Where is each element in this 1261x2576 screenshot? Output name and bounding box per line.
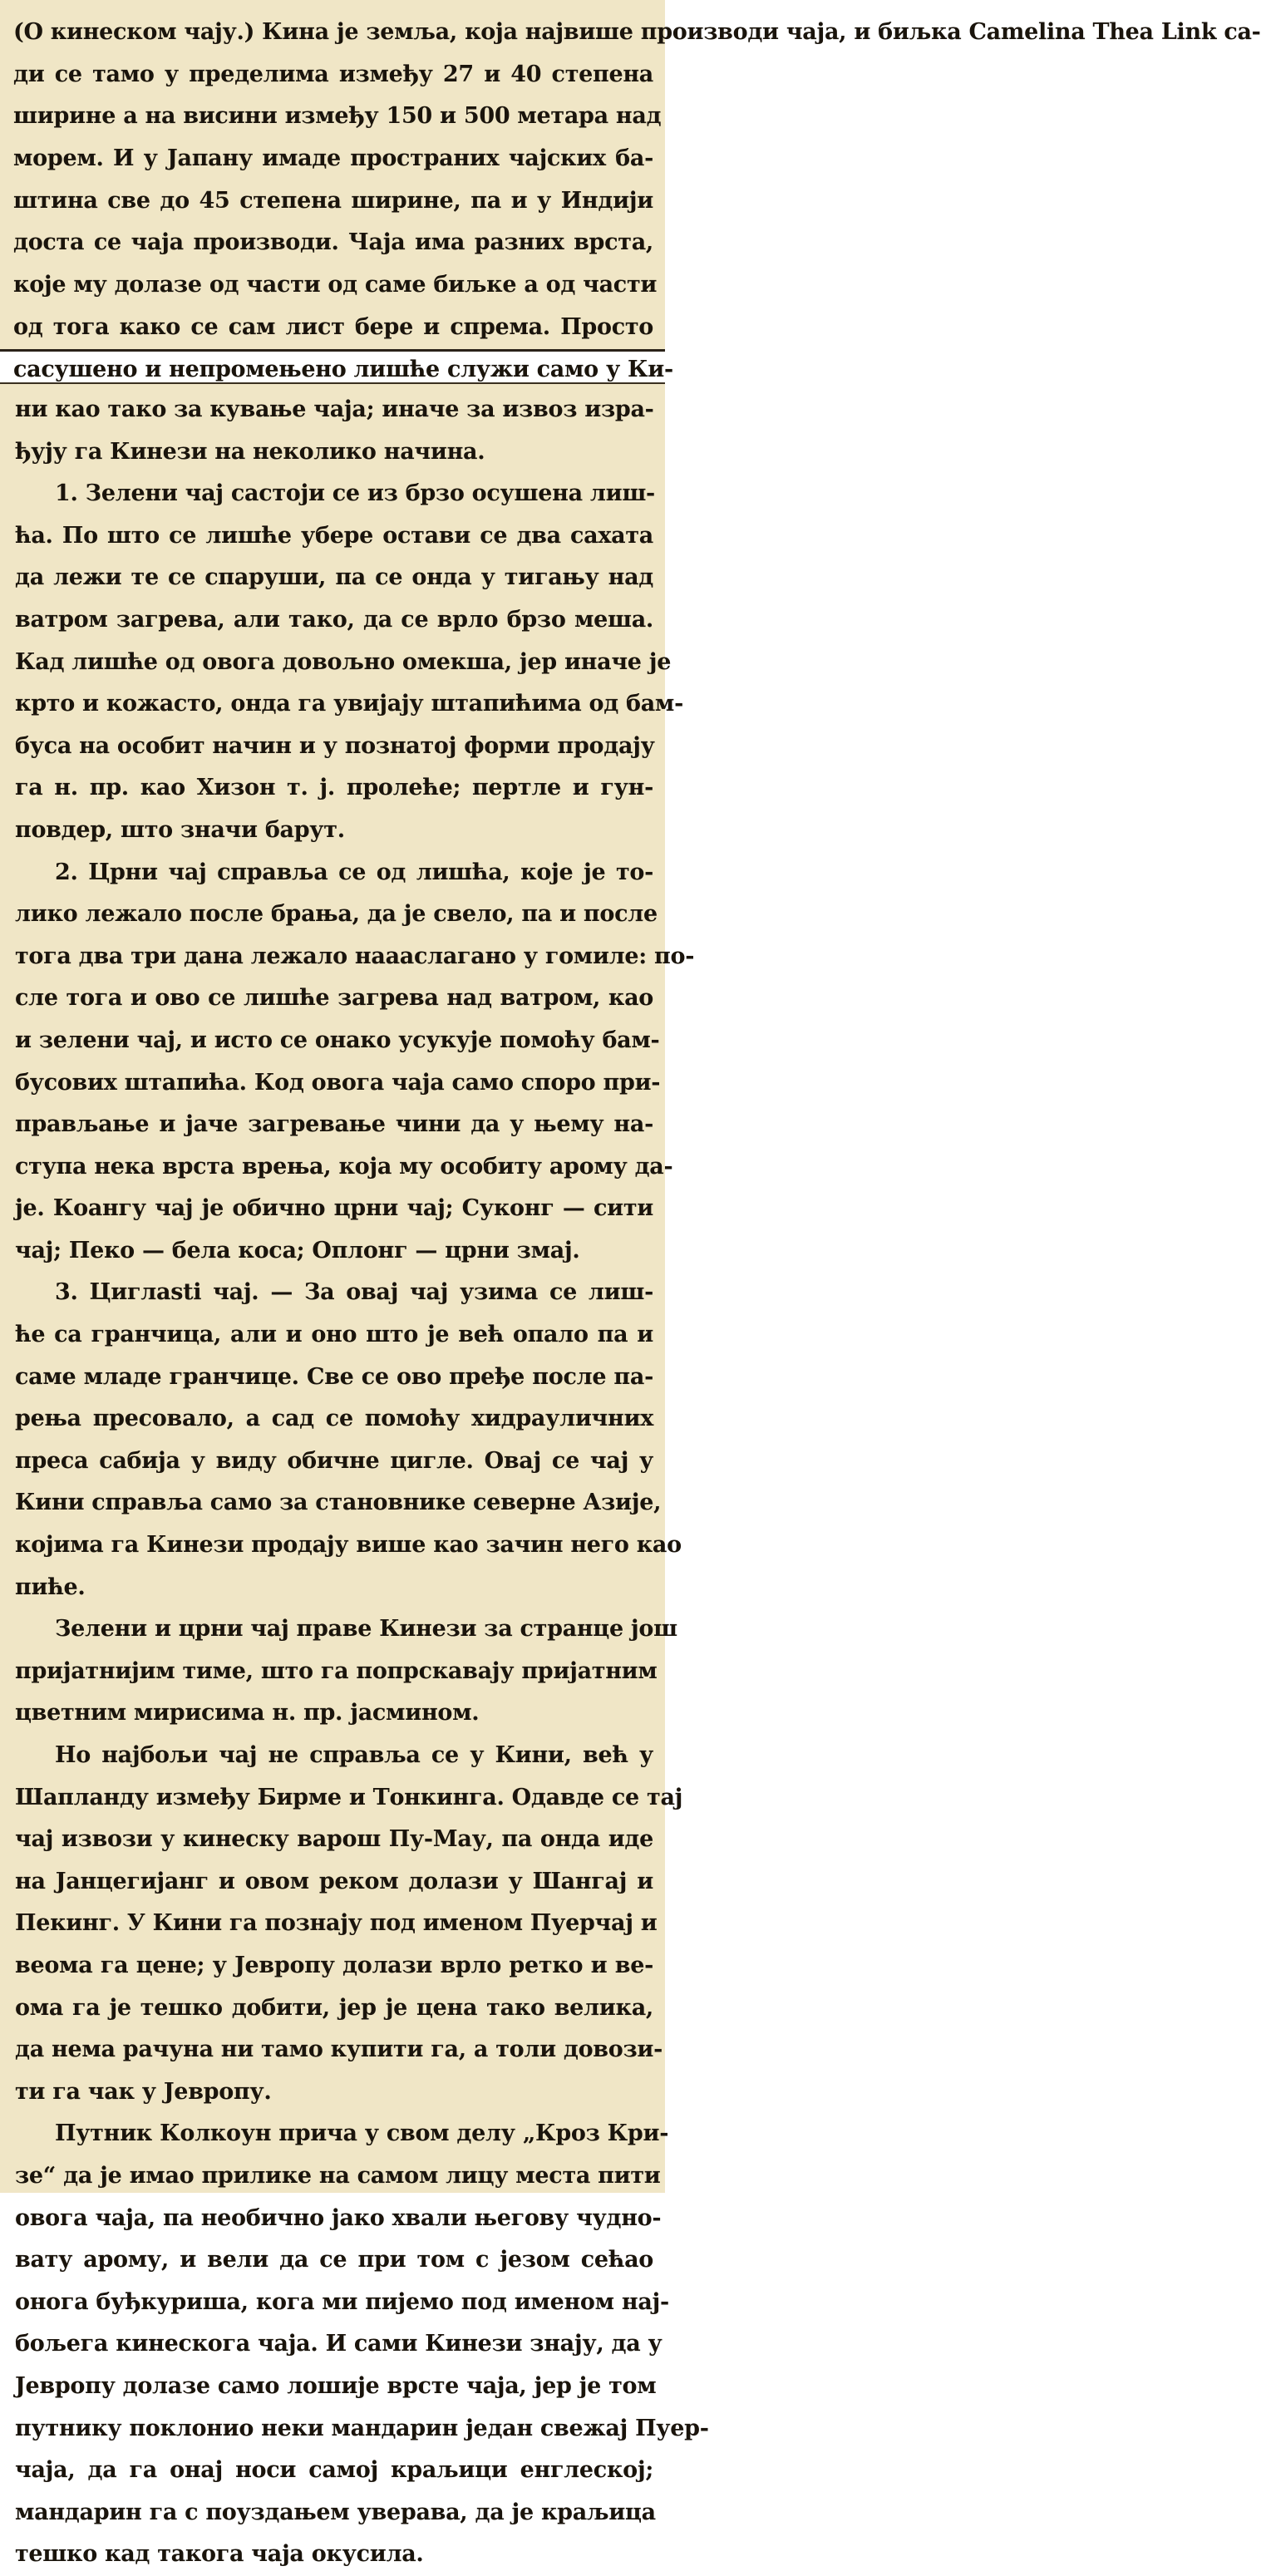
text-line: лико лежало после брања, да је свело, па и после <box>15 901 658 928</box>
text-line: Пекинг. У Кини га познају под именом Пуерчај и <box>15 1910 658 1937</box>
text-line: штина све до 45 степена ширине, па и у Индији <box>13 187 653 214</box>
newspaper-clipping-top <box>0 0 1261 382</box>
text-line: крто и кожасто, онда га увијају штапићима од бам- <box>15 691 683 717</box>
text-line: тога два три дана лежало наааслагано у гомиле: по- <box>15 943 695 969</box>
text-line: ћа. По што се лишће убере остави се два сахата <box>15 522 653 549</box>
clipping-main-text <box>15 389 709 2576</box>
newspaper-clipping-main <box>0 382 709 2568</box>
clipping-top-text <box>13 12 1261 391</box>
text-line: буса на особит начин и у познатој форми продају <box>15 732 655 759</box>
text-line: Јевропу долазе само лошије врсте чаја, јер је том <box>15 2372 657 2399</box>
text-line: цветним мирисима н. пр. јасмином. <box>15 1700 480 1726</box>
text-line: мандарин га с поуздањем уверава, да је краљица <box>15 2499 656 2525</box>
text-line: (О кинеском чају.) Кина је земља, која највише производи чаја, и биљка Camelina Thea Link са- <box>13 19 1261 45</box>
text-line: доста се чаја производи. Чаја има разних врста, <box>13 229 653 256</box>
text-line: ома га је тешко добити, јер је цена тако велика, <box>15 1994 653 2021</box>
text-line: је. Коангу чај је обично црни чај; Суконг — сити <box>15 1195 653 1222</box>
text-line: ђују га Кинези на неколико начина. <box>15 438 485 465</box>
text-line: онога буђкуриша, кога ми пијемо под именом нај- <box>15 2288 669 2315</box>
text-line: тешко кад такога чаја окусила. <box>15 2541 424 2568</box>
text-line: прављање и јаче загревање чини да у њему на- <box>15 1111 653 1138</box>
text-line: чај; Пеко — бела коса; Оплонг — црни змај. <box>15 1237 580 1263</box>
text-line: Но најбољи чај не справља се у Кини, већ у <box>55 1742 653 1768</box>
text-line: сле тога и ово се лишће загрева над ватром, као <box>15 985 653 1012</box>
text-line: ди се тамо у пределима између 27 и 40 степена <box>13 61 653 87</box>
text-line: пиће. <box>15 1574 86 1600</box>
text-line: бољега кинескога чаја. И сами Кинези знају, да у <box>15 2331 663 2357</box>
text-line: га н. пр. као Хизон т. ј. пролеће; пертле и гун- <box>15 775 653 801</box>
text-line: овога чаја, па необично јако хвали његову чудно- <box>15 2204 662 2231</box>
text-line: ватром загрева, али тако, да се врло брзо меша. <box>15 606 653 633</box>
text-line: рења пресовало, а сад се помоћу хидрауличних <box>15 1406 653 1432</box>
text-line: повдер, што значи барут. <box>15 816 345 843</box>
text-line: Кад лишће од овога довољно омекша, јер иначе је <box>15 648 672 675</box>
text-line: Кини справља само за становнике северне Азије, <box>15 1490 662 1516</box>
text-line: Шапланду између Бирме и Тонкинга. Одавде се тај <box>15 1784 683 1810</box>
text-line: на Јанцегијанг и овом реком долази у Шангај и <box>15 1868 653 1894</box>
text-line: сасушено и непромењено лишће служи само у Ки- <box>13 356 673 382</box>
text-line: 2. Црни чај справља се од лишћа, које је то- <box>55 859 653 885</box>
text-line: којима га Кинези продају више као зачин него као <box>15 1532 682 1559</box>
text-line: и зелени чај, и исто се онако усукује помоћу бам- <box>15 1027 660 1053</box>
text-line: Путник Колкоун прича у свом делу „Кроз Кри- <box>55 2120 669 2147</box>
text-line: да лежи те се спаруши, па се онда у тигању над <box>15 564 653 591</box>
text-line: чаја, да га онај носи самој краљици енглеској; <box>15 2457 653 2484</box>
text-line: 1. Зелени чај састоји се из брзо осушена лиш- <box>55 480 655 507</box>
text-line: преса сабија у виду обичне цигле. Овај се чај у <box>15 1447 653 1474</box>
text-line: ти га чак у Јевропу. <box>15 2078 272 2105</box>
text-line: веома га цене; у Јевропу долази врло ретко и ве- <box>15 1952 653 1978</box>
text-line: пријатнијим тиме, што га попрскавају пријатним <box>15 1657 658 1684</box>
text-line: ни као тако за кување чаја; иначе за извоз изра- <box>15 396 654 422</box>
text-line: вату арому, и вели да се при том с језом сећао <box>15 2247 653 2273</box>
text-line: ширине а на висини између 150 и 500 метара над <box>13 103 662 130</box>
text-line: путнику поклонио неки мандарин један свежај Пуер- <box>15 2415 709 2441</box>
text-line: ступа нека врста врења, која му особиту арому да- <box>15 1153 673 1180</box>
text-line: да нема рачуна ни тамо купити га, а толи довози- <box>15 2037 663 2063</box>
text-line: зе“ да је имао прилике на самом лицу места пити <box>15 2162 661 2189</box>
text-line: од тога како се сам лист бере и спрема. Просто <box>13 313 653 340</box>
text-line: чај извози у кинеску варош Пу-Мау, па онда иде <box>15 1826 653 1853</box>
text-line: ће са гранчица, али и оно што је већ опало па и <box>15 1322 653 1348</box>
text-line: Зелени и црни чај праве Кинези за странце још <box>55 1616 677 1643</box>
text-line: које му долазе од части од саме биљке а од части <box>13 272 658 298</box>
text-line: морем. И у Јапану имаде пространих чајских ба- <box>13 145 653 172</box>
text-line: саме младе гранчице. Све се ово пређе после па- <box>15 1363 653 1390</box>
text-line: бусових штапића. Код овога чаја само споро при- <box>15 1069 661 1096</box>
text-line: 3. Циглasti чај. — За овај чај узима се лиш- <box>55 1279 653 1306</box>
